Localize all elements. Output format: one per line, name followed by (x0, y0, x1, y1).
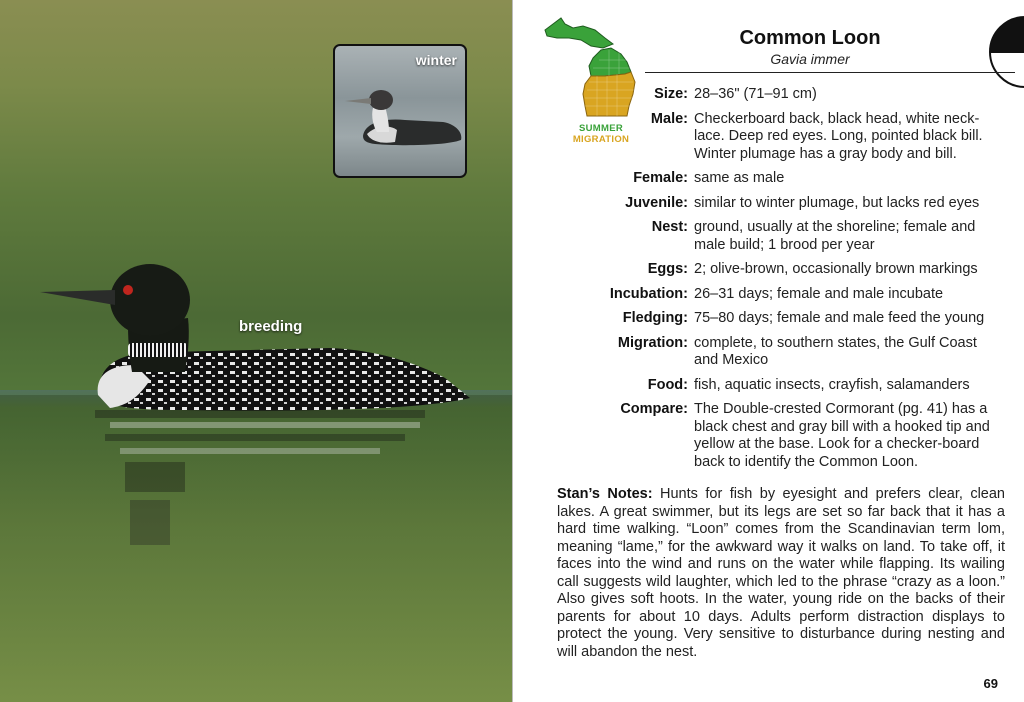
fact-value: 2; olive-brown, occasionally brown markings (694, 261, 978, 277)
fact-value: similar to winter plumage, but lacks red eyes (694, 194, 980, 211)
fact-juvenile (513, 195, 1013, 213)
fact-migration (513, 335, 1013, 370)
fact-nest (513, 219, 1013, 254)
fact-label: Size: (654, 86, 688, 102)
fact-label: Eggs: (647, 261, 688, 277)
fact-eggs (513, 261, 1013, 279)
fact-value: 26–31 days; female and male incubate (694, 285, 944, 302)
fact-value: ground, usually at the shoreline; female and male build; 1 brood per year (694, 219, 976, 253)
fact-list (513, 86, 1013, 478)
title-divider (645, 72, 1015, 73)
fact-label: Migration: (617, 334, 688, 351)
page-number: 69 (983, 676, 998, 691)
fact-value: 75–80 days; female and male feed the young (694, 310, 985, 326)
fact-value: fish, aquatic insects, crayfish, salamanders (694, 376, 970, 393)
fact-size (513, 86, 1013, 104)
breeding-label: breeding (239, 318, 303, 335)
fact-label: Fledging: (622, 310, 688, 326)
fact-label: Incubation: (609, 285, 688, 302)
notes-label: Stan’s Notes: (557, 486, 653, 502)
fact-value: 28–36" (71–91 cm) (694, 86, 817, 102)
fact-compare (513, 401, 1013, 471)
fact-male (513, 111, 1013, 164)
color-tab-icon (987, 16, 1024, 88)
notes-text: Hunts for fish by eyesight and prefers clear, clean lakes. A great swimmer, but its legs are set so far back that it has a hard time walking. “Loon” comes from the Scandinavian term lom, meaning “lame,” for the awkward way it walks on land. To take off, it faces into the wind and runs on the water while flapping. Its wailing call suggests wild laughter, which led to the phrase “crazy as a loon.” Also gives soft hoots. In the water, young ride on the backs of their parents for about 10 days. Adults perform distraction displays to protect the young. Very sensitive to disturbance during nesting and will abandon the nest. (557, 486, 1005, 660)
scientific-name: Gavia immer (770, 51, 850, 67)
fact-value: The Double-crested Cormorant (pg. 41) has a black chest and gray bill with a hooked tip and yellow at the base. Look for a checker-board back to identify the Common Loon. (694, 401, 990, 470)
fact-value: same as male (694, 170, 785, 186)
fact-female (513, 170, 1013, 188)
legend-summer: SUMMER (578, 123, 624, 134)
fact-label: Compare: (620, 401, 688, 417)
winter-label: winter (415, 52, 457, 68)
fact-fledging (513, 310, 1013, 328)
species-title: Common Loon (739, 27, 881, 49)
fact-value: Checkerboard back, black head, white neck-lace. Deep red eyes. Long, pointed black bill. Winter plumage has a gray body and bill. (694, 110, 983, 162)
species-page (512, 0, 1024, 702)
winter-inset-photo (333, 44, 467, 178)
fact-label: Nest: (651, 219, 688, 235)
fact-label: Food: (647, 376, 688, 393)
fact-label: Female: (633, 170, 688, 186)
fact-value: complete, to southern states, the Gulf Coast and Mexico (694, 334, 977, 368)
fact-label: Juvenile: (625, 194, 688, 211)
fact-incubation (513, 286, 1013, 304)
fact-food (513, 377, 1013, 395)
legend-migration: MIGRATION (572, 134, 630, 145)
stans-notes (557, 486, 1005, 661)
fact-label: Male: (650, 110, 688, 127)
